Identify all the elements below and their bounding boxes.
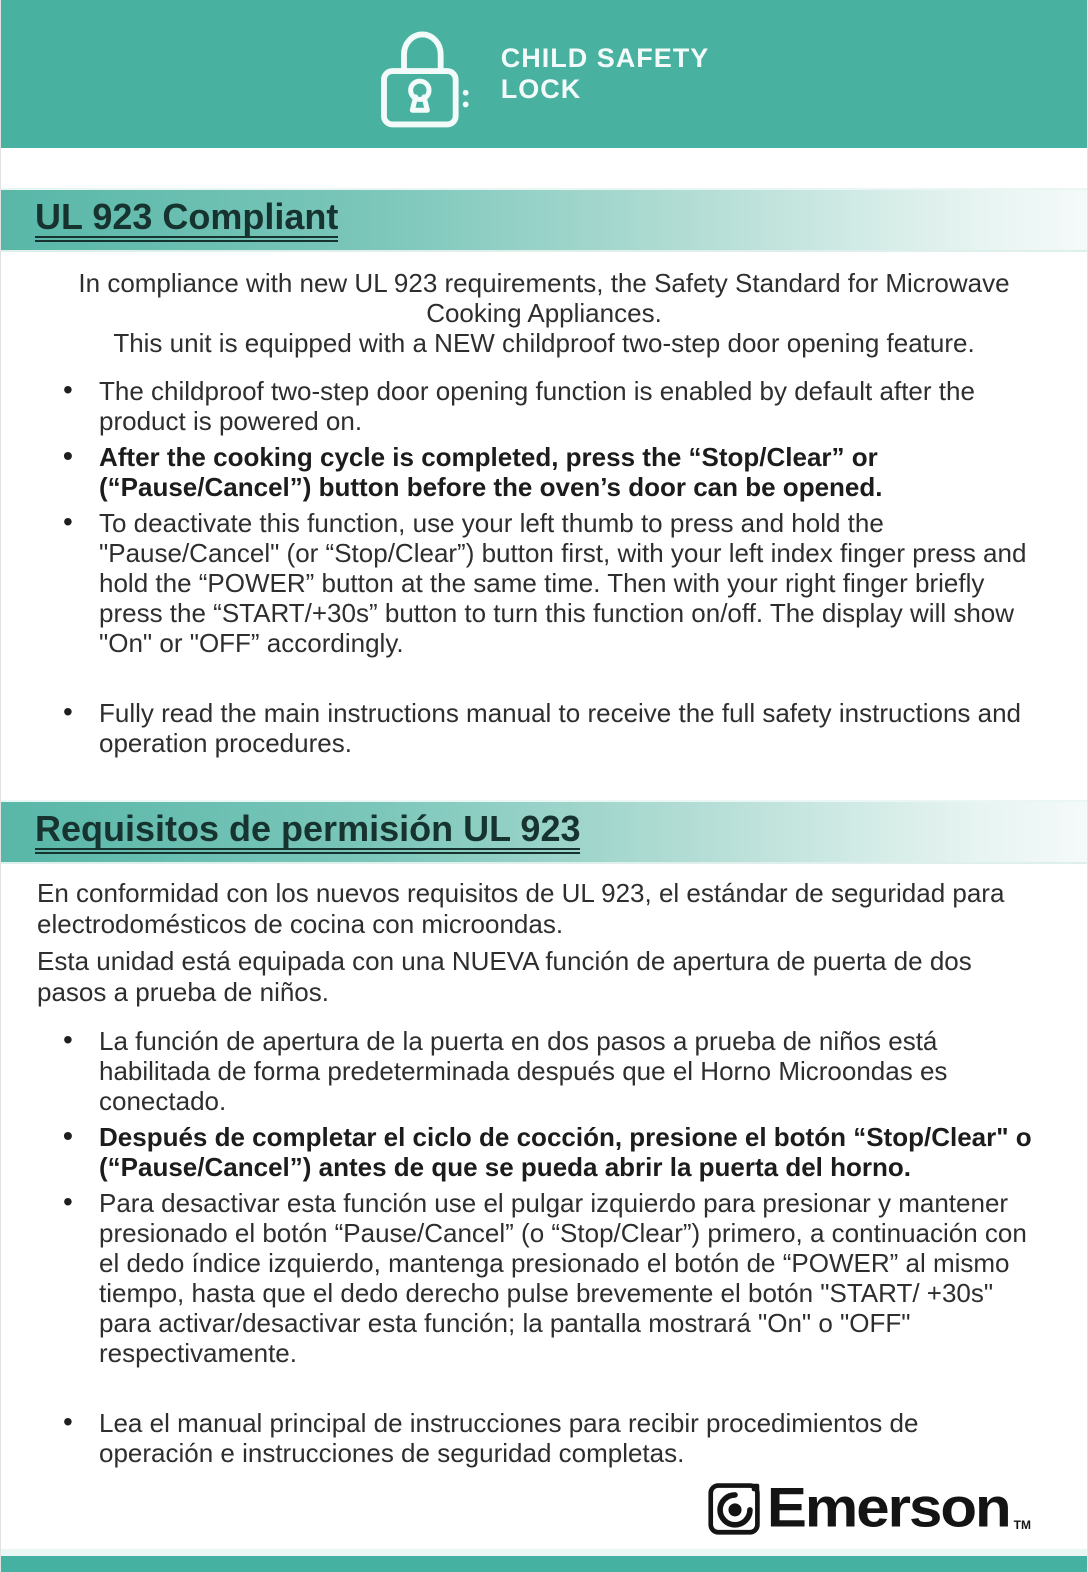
english-bullet-4: • Fully read the main instructions manual to receive the full safety instructions and operation procedures. — [99, 698, 1039, 758]
banner-title-line1: CHILD SAFETY — [500, 43, 710, 73]
banner-title — [501, 43, 710, 105]
emerson-wordmark: Emerson — [766, 1476, 1010, 1539]
spanish-intro-line1: En conformidad con los nuevos requisitos de UL 923, el estándar de seguridad para electrodomésticos de cocina con microondas. — [37, 878, 1005, 939]
english-bullet-3: • To deactivate this function, use your left thumb to press and hold the "Pause/Cancel" (or “Stop/Clear”) button first, with your left index finger press and hold the “POWER” button at the same time. Then with your right finger briefly press the “START/+30s” button to turn this function on/off. The display will show "On" or "OFF” accordingly. — [99, 508, 1039, 658]
english-intro-line2: This unit is equipped with a NEW childproof two-step door opening feature. — [113, 328, 975, 358]
english-bullet-2: • After the cooking cycle is completed, press the “Stop/Clear” or (“Pause/Cancel”) button before the oven’s door can be opened. — [99, 442, 1039, 502]
spanish-bullet-3: • Para desactivar esta función use el pulgar izquierdo para presionar y mantener presionado el botón “Pause/Cancel” (o “Stop/Clear”) primero, a continuación con el dedo índice izquierdo, mantenga presionado el botón de “POWER” al mismo tiempo, hasta que el dedo derecho pulse brevemente el botón "START/ +30s" para activar/desactivar esta función; la pantalla mostrará "On" o "OFF" respectivamente. — [99, 1188, 1039, 1368]
emerson-logo — [707, 1478, 1031, 1538]
padlock-icon — [379, 9, 479, 139]
section-bar-english — [1, 188, 1087, 252]
spanish-bullet-2: • Después de completar el ciclo de cocción, presione el botón “Stop/Clear" o (“Pause/Cancel”) antes de que se pueda abrir la puerta del horno. — [99, 1122, 1039, 1182]
heading-ul923-compliant: UL 923 Compliant — [35, 198, 338, 243]
footer-logo-row — [1, 1478, 1031, 1538]
spanish-intro-line2: Esta unidad está equipada con una NUEVA función de apertura de puerta de dos pasos a prueba de niños. — [37, 946, 972, 1007]
english-bullet-1: • The childproof two-step door opening function is enabled by default after the product is powered on. — [99, 376, 1039, 436]
spanish-bullet-4: • Lea el manual principal de instrucciones para recibir procedimientos de operación e instrucciones de seguridad completas. — [99, 1408, 1039, 1468]
english-intro — [41, 268, 1047, 358]
bottom-teal-bar — [1, 1556, 1087, 1572]
section-bar-spanish — [1, 800, 1087, 864]
bottom-light-strip — [1, 1549, 1087, 1556]
emerson-icon — [707, 1480, 763, 1536]
banner-title-line2: LOCK — [500, 74, 582, 104]
child-safety-banner — [1, 0, 1087, 148]
heading-requisitos-ul923: Requisitos de permisión UL 923 — [35, 810, 580, 855]
spanish-bullet-list — [1, 1026, 1039, 1468]
english-bullet-list — [1, 376, 1039, 758]
spanish-bullet-1: • La función de apertura de la puerta en dos pasos a prueba de niños está habilitada de forma predeterminada después que el Horno Microondas es conectado. — [99, 1026, 1039, 1116]
trademark-symbol: TM — [1013, 1518, 1031, 1532]
english-intro-line1: In compliance with new UL 923 requirements, the Safety Standard for Microwave Cooking Appliances. — [78, 268, 1010, 328]
spanish-intro — [37, 878, 1039, 1008]
